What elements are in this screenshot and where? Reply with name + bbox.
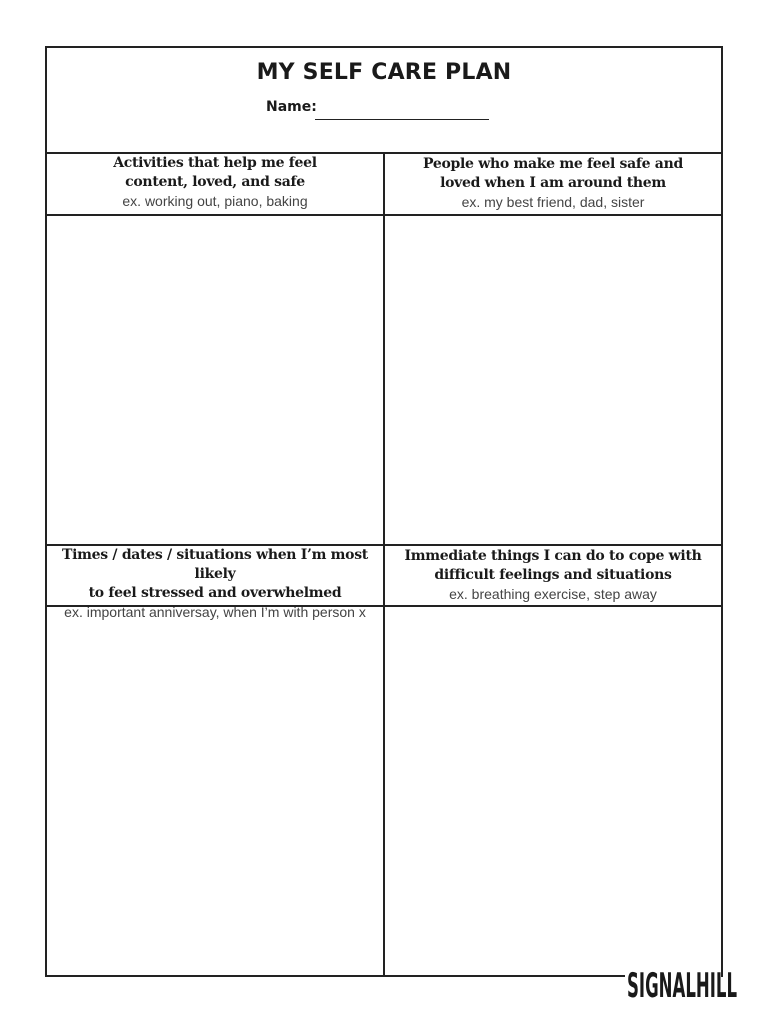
section-heading-line2: to feel stressed and overwhelmed [88,585,342,601]
page-title: MY SELF CARE PLAN [256,60,512,85]
section-heading-line2: difficult feelings and situations [434,567,672,583]
section-example: ex. my best friend, dad, sister [461,194,645,210]
section-heading-line1: People who make me feel safe and [423,156,683,172]
writing-area-people[interactable] [385,216,721,544]
writing-area-activities[interactable] [47,216,383,544]
frame-right [721,46,723,977]
section-header-people [385,155,721,212]
logo-text: SIGNALHILL [627,966,737,1004]
section-example: ex. breathing exercise, step away [449,586,657,602]
section-example: ex. working out, piano, baking [122,193,308,209]
section-header-coping [385,547,721,604]
section-example: ex. important anniversay, when I’m with person x [64,604,366,620]
section-heading-line2: content, loved, and safe [125,174,305,190]
section-heading-line1: Times / dates / situations when I’m most likely [62,547,368,582]
frame-bottom [45,975,625,977]
name-field[interactable] [315,119,489,120]
section-heading-line1: Immediate things I can do to cope with [404,548,702,564]
name-label: Name: [266,99,317,115]
writing-area-coping[interactable] [385,607,721,975]
writing-area-times[interactable] [47,607,383,975]
signalhill-logo-icon [627,960,739,1004]
section-heading-line1: Activities that help me feel [113,155,317,171]
section-header-activities [47,154,383,211]
frame-top [45,46,723,48]
section-heading-line2: loved when I am around them [440,175,666,191]
